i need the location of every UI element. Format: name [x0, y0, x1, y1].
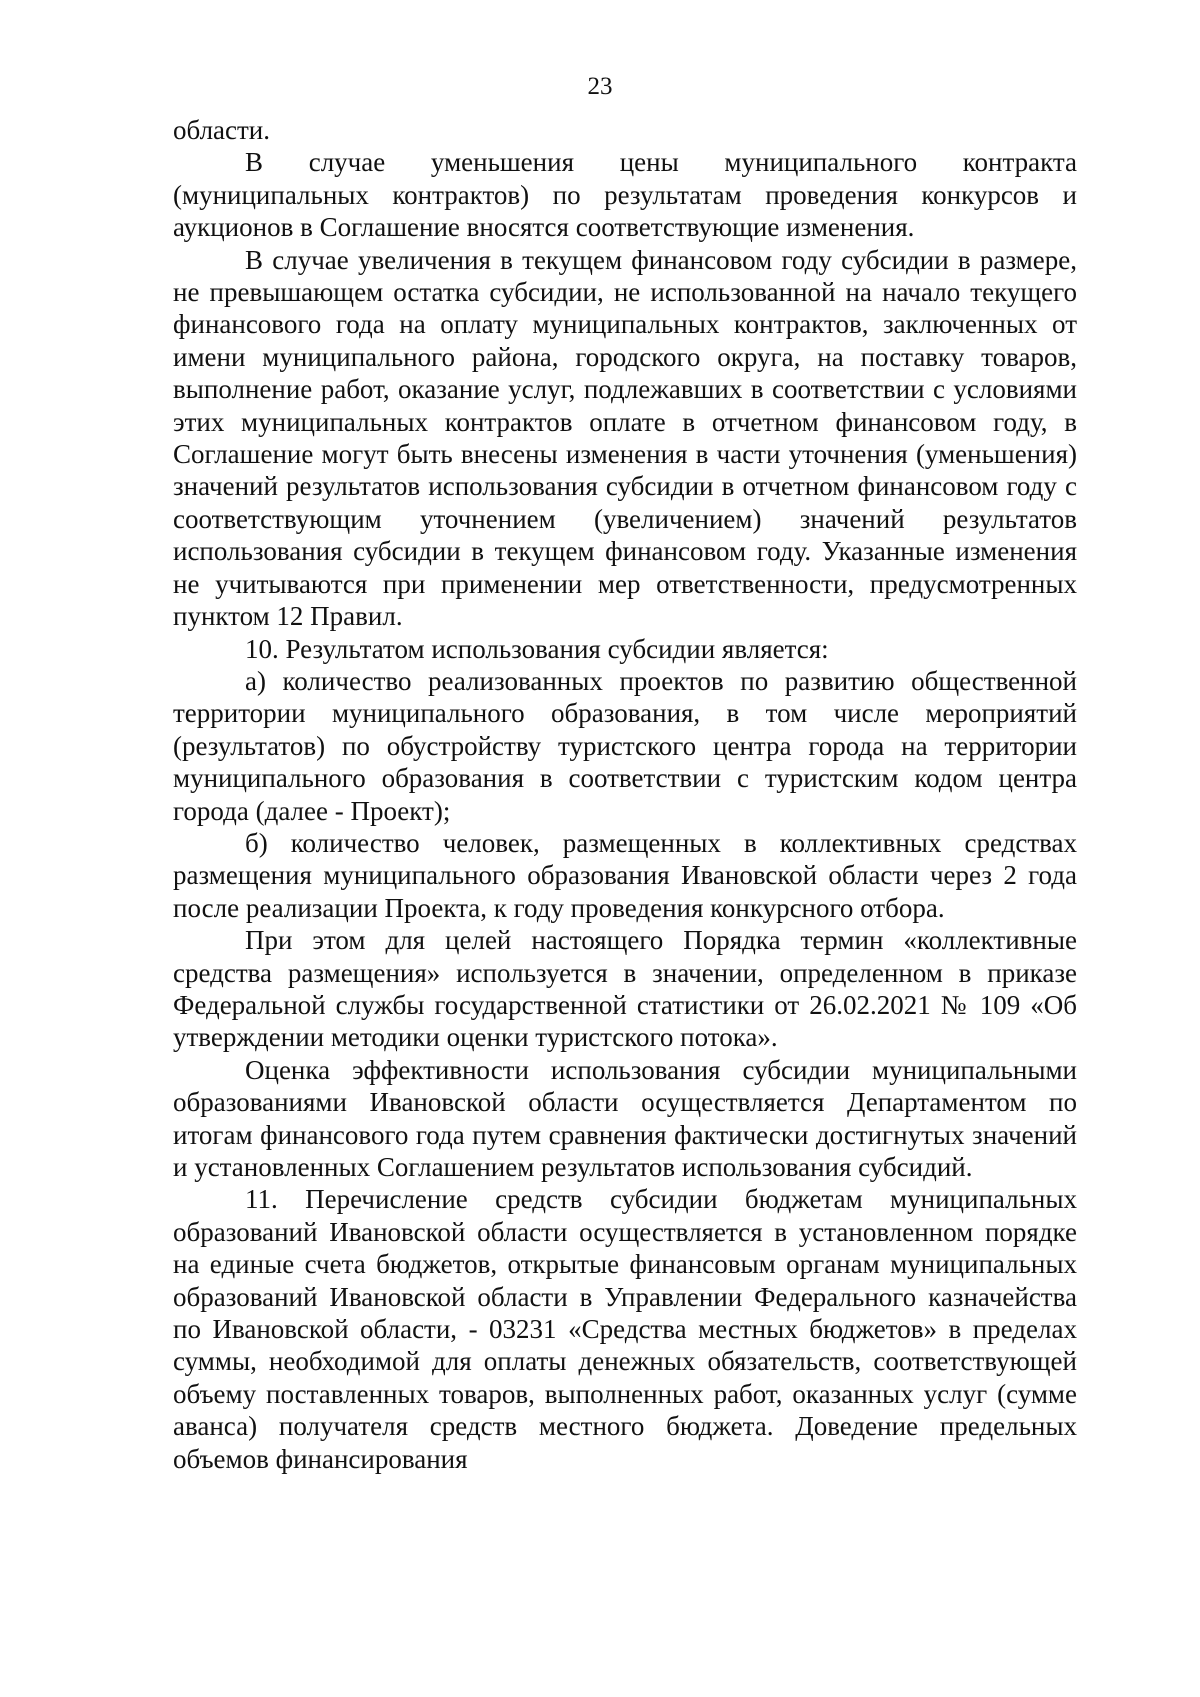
paragraph: При этом для целей настоящего Порядка термин «коллективные средства размещения» используется в значении, определенном в приказе Федеральной службы государственной статистики от 26.02.2021 № 109 «Об утверждении методики оценки туристского потока».	[173, 925, 1077, 1053]
paragraph: б) количество человек, размещенных в коллективных средствах размещения муниципального образования Ивановской области через 2 года после реализации Проекта, к году проведения конкурсного отбора.	[173, 827, 1077, 923]
paragraph: области.	[173, 115, 271, 145]
page-number: 23	[587, 73, 613, 100]
paragraph: В случае уменьшения цены муниципального контракта (муниципальных контрактов) по результатам проведения конкурсов и аукционов в Соглашение вносятся соответствующие изменения.	[173, 147, 1077, 243]
paragraph: а) количество реализованных проектов по развитию общественной территории муниципального образования, в том числе мероприятий (результатов) по обустройству туристского центра города на территории муниципального образования в соответствии с туристским кодом центра города (далее - Проект);	[173, 665, 1077, 826]
document-body	[173, 114, 1077, 1475]
paragraph: Оценка эффективности использования субсидии муниципальными образованиями Ивановской области осуществляется Департаментом по итогам финансового года путем сравнения фактически достигнутых значений и установленных Соглашением результатов использования субсидий.	[173, 1054, 1077, 1182]
paragraph: 10. Результатом использования субсидии является:	[245, 633, 829, 664]
paragraph: В случае увеличения в текущем финансовом году субсидии в размере, не превышающем остатка субсидии, не использованной на начало текущего финансового года на оплату муниципальных контрактов, заключенных от имени муниципального района, городского округа, на поставку товаров, выполнение работ, оказание услуг, подлежавших в соответствии с условиями этих муниципальных контрактов оплате в отчетном финансовом году, в Соглашение могут быть внесены изменения в части уточнения (уменьшения) значений результатов использования субсидии в отчетном финансовом году с соответствующим уточнением (увеличением) значений результатов использования субсидии в текущем финансовом году. Указанные изменения не учитываются при применении мер ответственности, предусмотренных пунктом 12 Правил.	[173, 244, 1077, 632]
paragraph: 11. Перечисление средств субсидии бюджетам муниципальных образований Ивановской области осуществляется в установленном порядке на единые счета бюджетов, открытые финансовым органам муниципальных образований Ивановской области в Управлении Федерального казначейства по Ивановской области, - 03231 «Средства местных бюджетов» в пределах суммы, необходимой для оплаты денежных обязательств, соответствующей объему поставленных товаров, выполненных работ, оказанных услуг (сумме аванса) получателя средств местного бюджета. Доведение предельных объемов финансирования	[173, 1184, 1077, 1474]
